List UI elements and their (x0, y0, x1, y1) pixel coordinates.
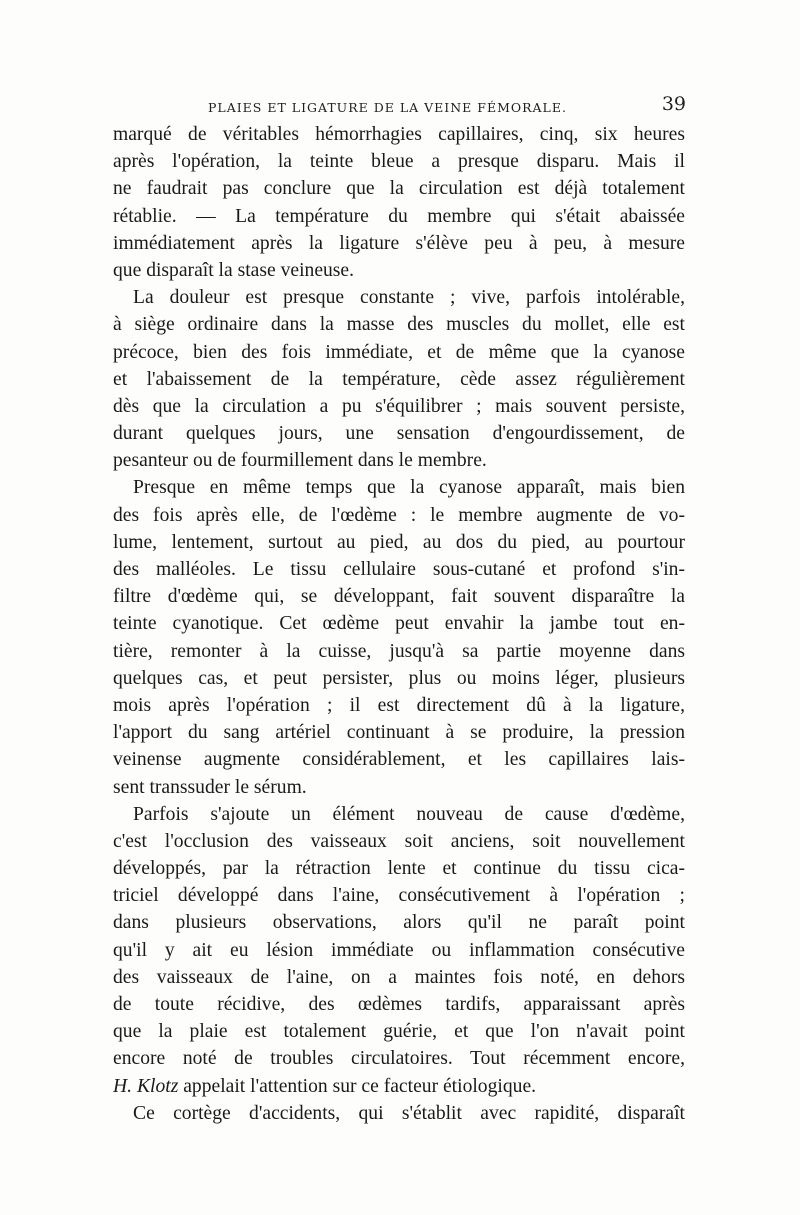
text-line: Presque en même temps que la cyanose apparaît, mais bien (133, 477, 685, 499)
text-line: de toute récidive, des œdèmes tardifs, apparaissant après (113, 994, 685, 1015)
text-line: des fois après elle, de l'œdème : le membre augmente de vo- (113, 504, 685, 526)
text-line: marqué de véritables hémorrhagies capillaires, cinq, six heures (113, 124, 685, 145)
text-line: Parfois s'ajoute un élément nouveau de cause d'œdème, (133, 803, 685, 825)
text-line: dans plusieurs observations, alors qu'il ne paraît point (113, 912, 685, 934)
citation-text: appelait l'attention sur ce facteur étiologique. (178, 1075, 537, 1097)
text-line: rétablie. — La température du membre qui s'était abaissée (113, 205, 685, 227)
text-line: tière, remonter à la cuisse, jusqu'à sa partie moyenne dans (113, 640, 685, 662)
text-line: développés, par la rétraction lente et continue du tissu cica- (113, 858, 685, 880)
text-line: teinte cyanotique. Cet œdème peut envahir la jambe tout en- (113, 613, 685, 635)
text-line: filtre d'œdème qui, se développant, fait souvent disparaître la (113, 586, 685, 608)
text-line: ne faudrait pas conclure que la circulation est déjà totalement (113, 178, 685, 200)
text-line: lume, lentement, surtout au pied, au dos du pied, au pourtour (113, 531, 685, 553)
page-number: 39 (661, 93, 686, 115)
text-line: l'apport du sang artériel continuant à se produire, la pression (113, 722, 685, 744)
body-text (113, 121, 685, 1127)
page-header (110, 92, 686, 120)
text-line: précoce, bien des fois immédiate, et de même que la cyanose (113, 341, 685, 363)
text-line: des malléoles. Le tissu cellulaire sous-cutané et profond s'in- (113, 559, 685, 580)
text-line: c'est l'occlusion des vaisseaux soit anciens, soit nouvellement (113, 830, 685, 852)
text-line-citation (113, 1073, 685, 1100)
text-line: veinense augmente considérablement, et les capillaires lais- (113, 749, 685, 771)
author-name: H. Klotz (113, 1075, 179, 1097)
text-line: triciel développé dans l'aine, consécutivement à l'opération ; (113, 885, 685, 907)
running-head: PLAIES ET LIGATURE DE LA VEINE FÉMORALE. (208, 100, 567, 115)
text-line: encore noté de troubles circulatoires. Tout récemment encore, (113, 1048, 685, 1070)
text-line: et l'abaissement de la température, cède assez régulièrement (113, 368, 685, 390)
text-line: dès que la circulation a pu s'équilibrer ; mais souvent persiste, (113, 395, 685, 417)
text-line: durant quelques jours, une sensation d'engourdissement, de (113, 423, 685, 445)
text-line: des vaisseaux de l'aine, on a maintes fois noté, en dehors (113, 966, 685, 988)
text-line: mois après l'opération ; il est directement dû à la ligature, (113, 694, 685, 716)
text-line: qu'il y ait eu lésion immédiate ou inflammation consécutive (113, 939, 685, 961)
text-line: La douleur est presque constante ; vive, parfois intolérable, (133, 287, 685, 309)
text-line: Ce cortège d'accidents, qui s'établit avec rapidité, disparaît (133, 1102, 685, 1124)
text-line: sent transsuder le sérum. (113, 776, 307, 798)
text-line: que disparaît la stase veineuse. (113, 259, 355, 281)
text-line: après l'opération, la teinte bleue a presque disparu. Mais il (113, 151, 685, 173)
text-line: à siège ordinaire dans la masse des muscles du mollet, elle est (113, 314, 685, 336)
text-line: que la plaie est totalement guérie, et que l'on n'avait point (113, 1021, 685, 1043)
text-line: quelques cas, et peut persister, plus ou moins léger, plusieurs (113, 667, 685, 689)
text-line: pesanteur ou de fourmillement dans le membre. (113, 450, 487, 472)
text-line: immédiatement après la ligature s'élève peu à peu, à mesure (113, 232, 685, 254)
